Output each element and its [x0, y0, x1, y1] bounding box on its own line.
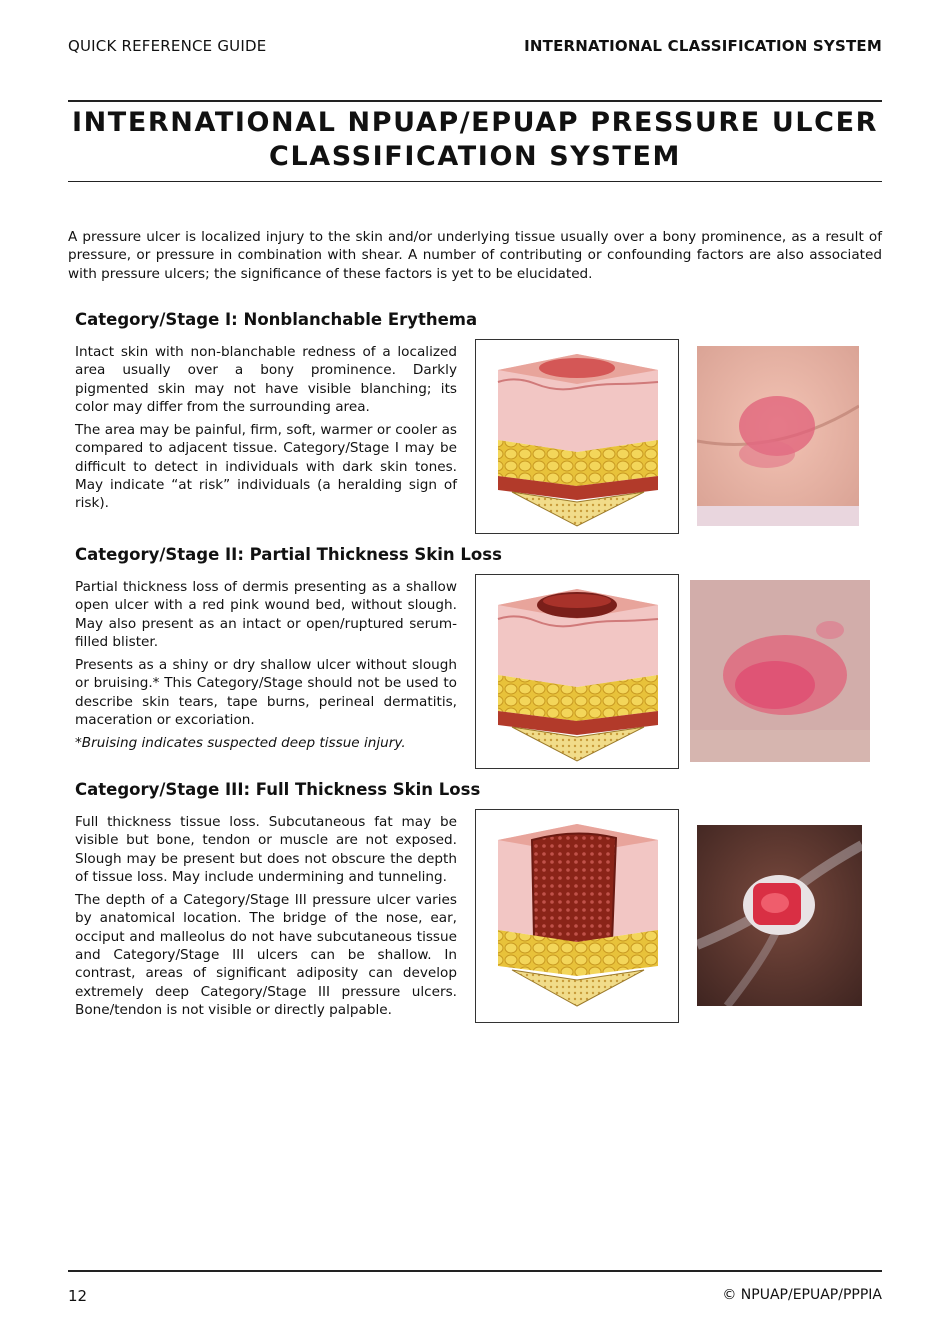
- header-right-label: INTERNATIONAL CLASSIFICATION SYSTEM: [524, 37, 882, 55]
- stage-1-paragraph-2: The area may be painful, firm, soft, warmer or cooler as compared to adjacent tissue. Category/Stage I may be difficult to detect in individuals with dark skin tones. May indicate “at risk” individuals (a heralding sign of risk).: [75, 422, 457, 512]
- header-left-label: QUICK REFERENCE GUIDE: [68, 37, 267, 55]
- stage-3-photo: [697, 825, 862, 1006]
- title-line-2: CLASSIFICATION SYSTEM: [269, 141, 681, 172]
- page-number: 12: [68, 1287, 88, 1305]
- title-rule: [68, 181, 882, 182]
- stage-3-paragraph-2: The depth of a Category/Stage III pressure ulcer varies by anatomical location. The bridge of the nose, ear, occiput and malleolus do not have subcutaneous tissue and Category/Stage III ulcers can be shallow. In contrast, areas of significant adiposity can develop extremely deep Category/Stage III pressure ulcers. Bone/tendon is not visible or directly palpable.: [75, 892, 457, 1018]
- title-line-1: INTERNATIONAL NPUAP/EPUAP PRESSURE ULCER: [71, 107, 879, 138]
- stage-2-paragraph-1: Partial thickness loss of dermis presenting as a shallow open ulcer with a red pink wound bed, without slough. May also present as an intact or open/ruptured serum-filled blister.: [75, 579, 457, 650]
- top-rule: [68, 100, 882, 102]
- copyright-notice: © NPUAP/EPUAP/PPPIA: [722, 1287, 882, 1303]
- stage-1-paragraph-1: Intact skin with non-blanchable redness of a localized area usually over a bony prominence. Darkly pigmented skin may not have visible blanching; its color may differ from the surrounding area.: [75, 344, 457, 415]
- stage-2-body: [75, 578, 457, 758]
- stage-3-heading: Category/Stage III: Full Thickness Skin Loss: [75, 780, 481, 799]
- stage-2-heading: Category/Stage II: Partial Thickness Skin Loss: [75, 545, 502, 564]
- stage-2-note: *Bruising indicates suspected deep tissue injury.: [75, 735, 406, 752]
- stage-2-diagram: [475, 574, 679, 769]
- intro-paragraph: A pressure ulcer is localized injury to the skin and/or underlying tissue usually over a bony prominence, as a result of pressure, or pressure in combination with shear. A number of contributing or confounding factors are also associated with pressure ulcers; the significance of these factors is yet to be elucidated.: [68, 229, 882, 282]
- stage-1-photo: [697, 346, 859, 526]
- stage-1-body: [75, 343, 457, 518]
- stage-1-diagram: [475, 339, 679, 534]
- stage-3-diagram: [475, 809, 679, 1023]
- stage-3-paragraph-1: Full thickness tissue loss. Subcutaneous fat may be visible but bone, tendon or muscle are not exposed. Slough may be present but does not obscure the depth of tissue loss. May include undermining and tunneling.: [75, 814, 457, 885]
- stage-2-photo: [690, 580, 870, 762]
- stage-2-paragraph-2: Presents as a shiny or dry shallow ulcer without slough or bruising.* This Category/Stage should not be used to describe skin tears, tape burns, perineal dermatitis, maceration or excoriation.: [75, 657, 457, 729]
- stage-1-heading: Category/Stage I: Nonblanchable Erythema: [75, 310, 478, 329]
- stage-3-body: [75, 813, 457, 1024]
- bottom-rule: [68, 1270, 882, 1272]
- page-title: [68, 106, 882, 174]
